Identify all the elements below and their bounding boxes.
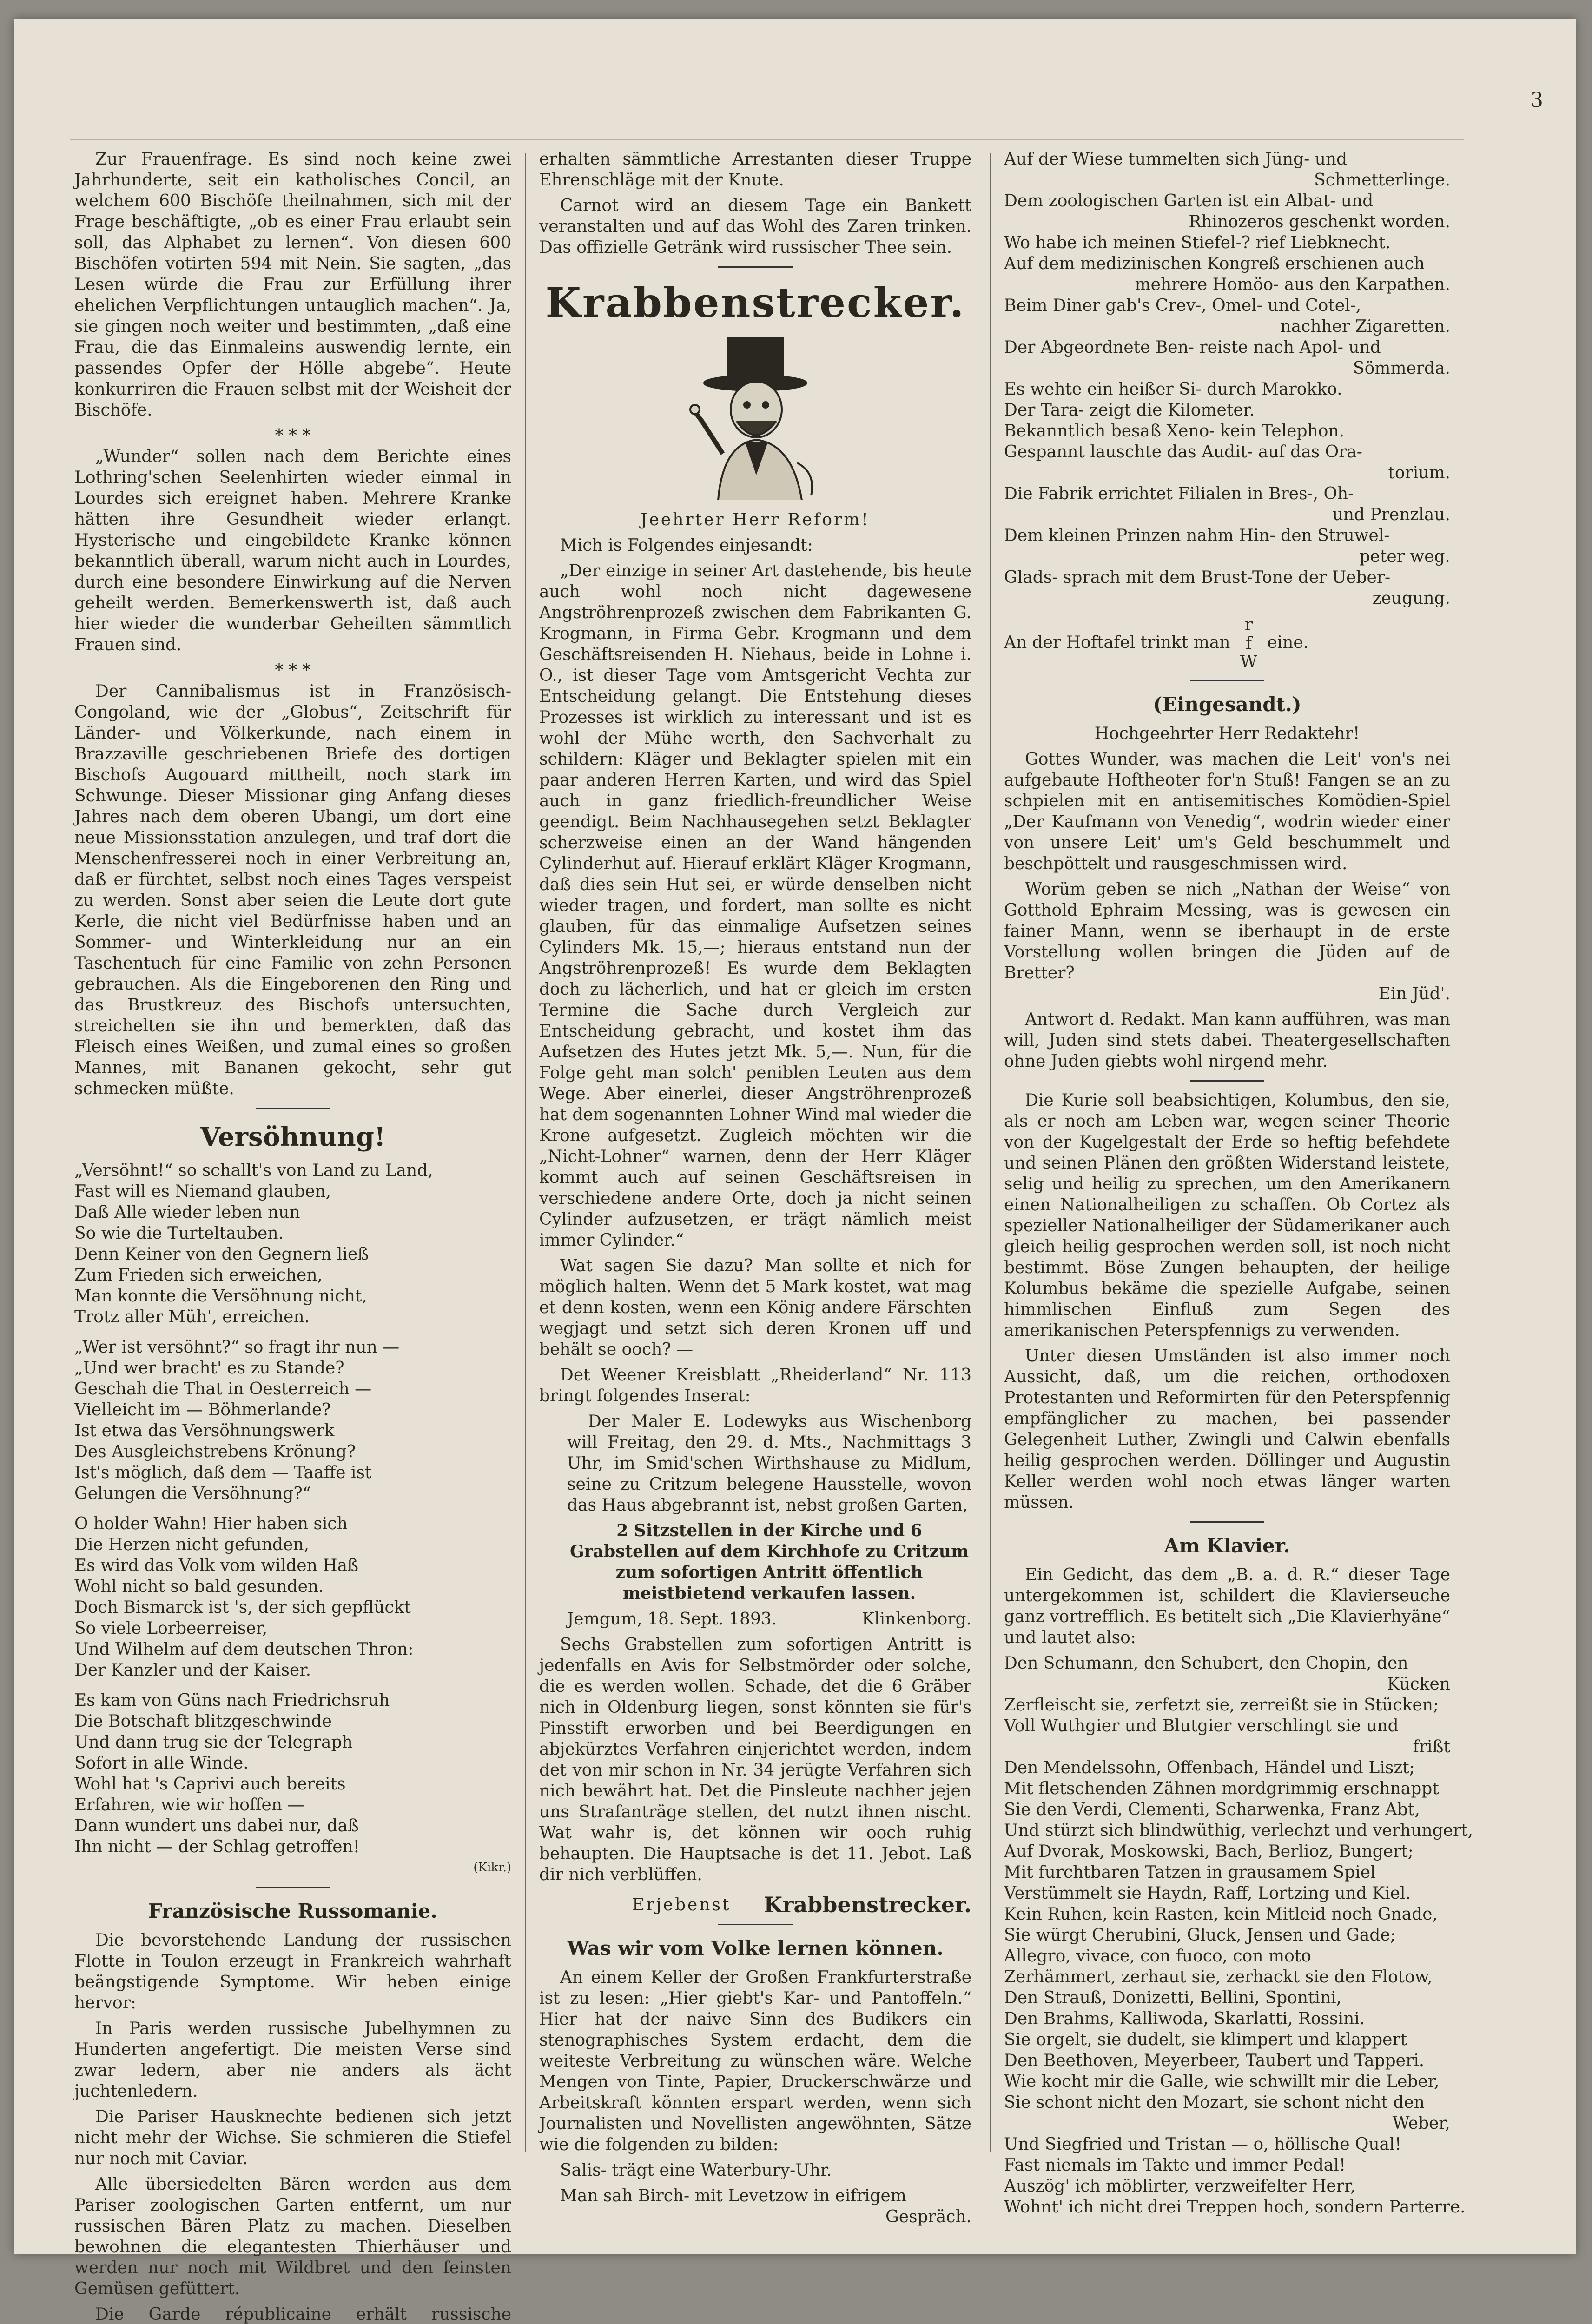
signature: Krabbenstrecker. [764, 1892, 971, 1917]
hoftafel-text: An der Hoftafel trinkt man [1004, 633, 1230, 652]
closing-word: Erjebenst [632, 1895, 731, 1915]
inserat-date: Jemgum, 18. Sept. 1893. [567, 1610, 777, 1629]
line: Voll Wuthgier und Blutgier verschlingt sie und [1004, 1717, 1399, 1736]
divider [256, 1108, 330, 1109]
poem-line: Sofort in alle Winde. [74, 1754, 249, 1773]
paragraph: An einem Keller der Großen Frankfurterstraße ist zu lesen: „Hier giebt's Kar- und Pantoffeln.“ Hier hat der naive Sinn des Budikers ein stenographisches System erdacht, dem die weiteste Verbreitung zu wünschen wäre. Welche Mengen von Tinte, Papier, Druckerschwärze und Arbeitskraft könnten erspart werden, wenn sich Journalisten und Novellisten angewöhnten, Sätze wie die folgenden zu bilden: [539, 1968, 971, 2154]
hoftafel-line [1004, 616, 1450, 672]
line: Auf der Wiese tummelten sich Jüng- und [1004, 150, 1348, 169]
poem-line: Die Botschaft blitzgeschwinde [74, 1712, 332, 1731]
line: Zerfleischt sie, zerfetzt sie, zerreißt sie in Stücken; [1004, 1696, 1439, 1715]
divider [1190, 680, 1264, 681]
line-continuation: Schmetterlinge. [1314, 171, 1450, 190]
column-divider-1 [525, 153, 526, 2152]
line-continuation: Weber, [1392, 2114, 1450, 2133]
line: Dem kleinen Prinzen nahm Hin- den Struwel- [1004, 526, 1390, 545]
heading-versoehnung: Versöhnung! [200, 1122, 386, 1152]
heading-volk: Was wir vom Volke lernen können. [567, 1937, 944, 1960]
line: Den Beethoven, Meyerbeer, Taubert und Tapperi. [1004, 2051, 1425, 2070]
line: Wohnt' ich nicht drei Treppen hoch, sondern Parterre. [1004, 2198, 1466, 2217]
column-1 [74, 149, 511, 2324]
divider [1190, 1080, 1264, 1082]
line-continuation: peter weg. [1359, 547, 1450, 566]
line: Den Brahms, Kalliwoda, Skarlatti, Rossini. [1004, 2009, 1365, 2028]
divider [718, 266, 793, 268]
newspaper-page [14, 19, 1576, 2324]
poem-line: Der Kanzler und der Kaiser. [74, 1661, 311, 1680]
line: Kein Ruhen, kein Rasten, kein Mitleid noch Gnade, [1004, 1905, 1438, 1924]
poem-line: „Versöhnt!“ so schallt's von Land zu Land, [74, 1161, 433, 1180]
line: Der Abgeordnete Ben- reiste nach Apol- und [1004, 338, 1381, 357]
line: Allegro, vivace, con fuoco, con moto [1004, 1947, 1311, 1966]
paragraph: Die Kurie soll beabsichtigen, Kolumbus, den sie, als er noch am Leben war, wegen seiner Theorie von der Kugelgestalt der Erde so heftig befehdete und seinen Plänen den größten Widerstand leistete, selig und heilig zu sprechen, um den Amerikanern einen Nationalheiligen zu schaffen. Ob Cortez als spezieller Nationalheiliger der Südamerikaner auch gleich heilig gesprochen werden soll, ist noch nicht bestimmt. Böse Zungen behaupten, der heilige Kolumbus bekäme die spezielle Aufgabe, seinen himmlischen Einfluß zum Segen des amerikanischen Peterspfennigs zu verwenden. [1004, 1091, 1450, 1340]
line: Sie schont nicht den Mozart, sie schont nicht den [1004, 2093, 1425, 2112]
paragraph: Carnot wird an diesem Tage ein Bankett veranstalten und auf das Wohl des Zaren trinken. Das offizielle Getränk wird russischer Thee sein. [539, 196, 971, 257]
poem-line [74, 1681, 511, 1690]
line: Glads- sprach mit dem Brust-Tone der Ueber- [1004, 568, 1391, 587]
hoftafel-text-end: eine. [1267, 633, 1309, 652]
article-frauenfrage: Zur Frauenfrage. Es sind noch keine zwei Jahrhunderte, seit ein katholisches Concil, an welchem 600 Bischöfe theilnahmen, sich mit der Frage beschäftigte, „ob es einer Frau erlaubt sein soll, das Alphabet zu lernen“. Von diesen 600 Bischöfen votirten 594 mit Nein. Sie sagten, „das Lesen würde die Frau zur Erfüllung ihrer ehelichen Verpflichtungen untauglich machen“. Ja, sie gingen noch weiter und bestimmten, „daß eine Frau, die das Einmaleins auswendig lernte, ein passendes Opfer der Hölle abgebe“. Heute konkurriren die Frauen selbst mit der Weisheit der Bischöfe. [74, 150, 511, 420]
letter-greeting: Jeehrter Herr Reform! [641, 510, 870, 529]
line: Den Mendelssohn, Offenbach, Händel und Liszt; [1004, 1758, 1415, 1777]
poem-line [74, 1504, 511, 1513]
line: Sie würgt Cherubini, Gluck, Jensen und Gade; [1004, 1926, 1396, 1945]
article-cannibalismus: Der Cannibalismus ist in Französisch-Congoland, wie der „Globus“, Zeitschrift für Länder- und Völkerkunde, nach einem in Brazzaville geschriebenen Briefe des dortigen Bischofs Augouard mittheilt, noch stark im Schwunge. Dieser Missionar ging Anfang dieses Jahres nach dem oberen Ubangi, um dort eine neue Missionsstation anzulegen, und traf dort die Menschenfresserei noch in einer Verbreitung an, daß er fürchtet, selbst noch eines Tages verspeist zu werden. Sonst aber seien die Leute dort gute Kerle, die nicht viel Bedürfnisse haben und an Sommer- und Winterkleidung nur an ein Taschentuch für eine Familie von zehn Personen gebrauchen. Als die Eingeborenen den Ring und das Brustkreuz des Bischofs untersuchten, streichelten sie ihn und bemerkten, daß das Fleisch eines Weißen, und zumal eines so großen Mannes, mit Bananen gekocht, sehr gut schmecken müßte. [74, 682, 511, 1098]
letter: W [1240, 653, 1257, 672]
eingesandt-signature: Ein Jüd'. [1378, 984, 1450, 1004]
poem-line: Die Herzen nicht gefunden, [74, 1535, 309, 1554]
inserat-text: Der Maler E. Lodewyks aus Wischenborg will Freitag, den 29. d. Mts., Nachmittags 3 Uhr, im Smid'schen Wirthshause zu Midlum, seine zu Critzum belegene Hausstelle, wovon das Haus abgebrannt ist, nebst großen Garten, [567, 1412, 971, 1515]
paragraph: erhalten sämmtliche Arrestanten dieser Truppe Ehrenschläge mit der Knute. [539, 150, 971, 190]
poem-line: Ihn nicht — der Schlag getroffen! [74, 1837, 360, 1856]
line: Der Tara- zeigt die Kilometer. [1004, 401, 1255, 420]
line: Verstümmelt sie Haydn, Raff, Lortzing und Kiel. [1004, 1884, 1411, 1903]
poem-line: O holder Wahn! Hier haben sich [74, 1514, 348, 1533]
poem-line: Es wird das Volk vom wilden Haß [74, 1556, 359, 1575]
example-line: Man sah Birch- mit Levetzow in eifrigem [560, 2186, 906, 2205]
poem-line: Trotz aller Müh', erreichen. [74, 1307, 310, 1327]
poem-line: Geschah die That in Oesterreich — [74, 1380, 372, 1399]
line: Bekanntlich besaß Xeno- kein Telephon. [1004, 422, 1345, 441]
poem-line: Erfahren, wie wir hoffen — [74, 1796, 304, 1815]
line-continuation: nachher Zigaretten. [1280, 317, 1450, 336]
paragraph: Det Weener Kreisblatt „Rheiderland“ Nr. 113 bringt folgendes Inserat: [539, 1366, 971, 1406]
editor-answer: Antwort d. Redakt. Man kann aufführen, was man will, Juden sind stets dabei. Theatergesellschaften ohne Juden giebts wohl nirgend mehr. [1004, 1010, 1450, 1071]
poem-line: Ist's möglich, daß dem — Taaffe ist [74, 1463, 372, 1482]
poem-line: Zum Frieden sich erweichen, [74, 1266, 323, 1285]
hoftafel-letters [1240, 616, 1257, 672]
poem-line: Dann wundert uns dabei nur, daß [74, 1816, 359, 1835]
column-2 [539, 149, 971, 2232]
poem-line: Und Wilhelm auf dem deutschen Thron: [74, 1640, 414, 1659]
line-continuation: und Prenzlau. [1332, 505, 1450, 524]
paragraph: Worüm geben se nich „Nathan der Weise“ von Gotthold Ephraim Messing, was is gewesen ein fainer Mann, wenn se iberhaupt in de erste Vorstellung wollen bringen die Jüden auf de Bretter? [1004, 880, 1450, 983]
top-rule [70, 139, 1464, 140]
line: Sie orgelt, sie dudelt, sie klimpert und klappert [1004, 2030, 1407, 2049]
line: Wo habe ich meinen Stiefel-? rief Liebknecht. [1004, 233, 1391, 252]
example-line: Salis- trägt eine Waterbury-Uhr. [560, 2161, 832, 2180]
poem-klavier [1004, 1653, 1473, 2218]
inserat-footer [567, 1609, 971, 1630]
poem-signature: (Kikr.) [473, 1861, 511, 1875]
paragraph: Gottes Wunder, was machen die Leit' von's nei aufgebaute Hoftheoter for'n Stuß! Fangen se an zu schpielen mit en antisemitisches Komödien-Spiel „Der Kaufmann von Venedig“, wodrin wieder einer von unsere Leit' um's Geld beschummelt und beschpöttelt und rausgeschmissen wird. [1004, 750, 1450, 873]
letter-opening: Mich is Folgendes einjesandt: [560, 536, 813, 555]
line-continuation: Sömmerda. [1353, 359, 1450, 378]
divider [1190, 1521, 1264, 1523]
paragraph: Ein Gedicht, das dem „B. a. d. R.“ dieser Tage untergekommen ist, schildert die Klavierseuche ganz vortrefflich. Es betitelt sich „Die Klavierhyäne“ und lautet also: [1004, 1565, 1450, 1647]
line-continuation: Rhinozeros geschenkt worden. [1189, 212, 1450, 231]
line-continuation: Kücken [1387, 1675, 1450, 1694]
line: Die Fabrik errichtet Filialen in Bres-, Oh- [1004, 484, 1354, 503]
poem-line: Vielleicht im — Böhmerlande? [74, 1400, 331, 1419]
page-number: 3 [1530, 88, 1543, 112]
line-continuation: torium. [1388, 463, 1450, 482]
line: Mit furchtbaren Tatzen in grausamem Spiel [1004, 1863, 1376, 1882]
eingesandt-greeting: Hochgeehrter Herr Redaktehr! [1094, 724, 1360, 743]
poem-line: Wohl nicht so bald gesunden. [74, 1577, 324, 1596]
poem-line: Man konnte die Versöhnung nicht, [74, 1287, 367, 1306]
paragraph: „Der einzige in seiner Art dastehende, bis heute auch wohl noch nicht dagewesene Angströhrenprozeß zwischen dem Fabrikanten G. Krogmann, in Firma Gebr. Krogmann und dem Geschäftsreisenden H. Niehaus, beide in Lohne i. O., ist dieser Tage vom Amtsgericht Vechta zur Entscheidung gelangt. Die Entstehung dieses Prozesses ist wirklich zu interessant und ist es wohl der Mühe werth, den Sachverhalt zu schildern: Kläger und Beklagter spielen mit ein paar anderen Herren Karten, und wird das Spiel auch in ganz friedlich-freundlicher Weise geendigt. Beim Nachhausegehen setzt Beklagter scherzweise einen an der Wand hängenden Cylinderhut auf. Hierauf erklärt Kläger Krogmann, daß dies sein Hut sei, er würde denselben nicht wieder tragen, und fordert, man sollte es nicht glauben, für das einmalige Aufsetzen seines Cylinders Mk. 15,—; hieraus entstand nun der Angströhrenprozeß! Es wurde dem Beklagten doch zu lächerlich, und hat er gleich im ersten Termine die Sache durch Vergleich zur Entscheidung gebracht, und kostet ihm das Aufsetzen des Hutes jetzt Mk. 5,—. Nun, für die Folge geht man solch' peniblen Leuten aus dem Wege. Aber einerlei, dieser Angströhrenprozeß hat dem sogenannten Lohner Wind mal wieder die Krone aufgesetzt. Zugleich möchten wir die „Nicht-Lohner“ warnen, denn der Herr Kläger kommt auch auf seinen Geschäftsreisen in verschiedene andere Orte, doch ja nicht seinen Cylinder aufzusetzen, er trägt nämlich meist immer Cylinder.“ [539, 561, 971, 1250]
inserat [567, 1411, 971, 1630]
word-puzzle-lines [1004, 149, 1450, 609]
paragraph: Wat sagen Sie dazu? Man sollte et nich for möglich halten. Wenn det 5 Mark kostet, wat mag et denn kosten, wenn een König andere Färschten wegjagt und setzt sich deren Kronen uff und behält se ooch? — [539, 1256, 971, 1359]
heading-klavier: Am Klavier. [1164, 1534, 1290, 1557]
paragraph: Sechs Grabstellen zum sofortigen Antritt is jedenfalls en Avis for Selbstmörder oder solche, die es werden wollen. Schade, det die 6 Gräber nich in Oldenburg liegen, sonst könnten sie für's Pinsstift erworben und bei Beerdigungen en abjekürztes Verfahren einjerichtet werden, indem det von mir schon in Nr. 34 jerügte Verfahren sich nich bewährt hat. Det die Pinsleute nachher jejen uns Strafanträge stellen, det nutzt ihnen nischt. Wat wahr is, det können wir ooch ruhig behaupten. Die Hauptsache is det 11. Jebot. Laß dir nich verblüffen. [539, 1635, 971, 1884]
paragraph: Unter diesen Umständen ist also immer noch Aussicht, daß, um die reichen, orthodoxen Protestanten und Reformirten für den Peterspfennig empfänglicher zu machen, bei passender Gelegenheit Luther, Zwingli und Calwin ebenfalls heilig gesprochen werden. Döllinger und Augustin Keller werden wohl noch etwas länger warten müssen. [1004, 1347, 1450, 1512]
heading-krabbenstrecker: Krabbenstrecker. [545, 278, 965, 327]
closing [539, 1892, 971, 1917]
poem-line [74, 1327, 511, 1337]
line: Es wehte ein heißer Si- durch Marokko. [1004, 380, 1342, 399]
line: Gespannt lauschte das Audit- auf das Ora- [1004, 442, 1362, 462]
line: Und stürzt sich blindwüthig, verlechzt und verhungert, [1004, 1821, 1473, 1840]
line-continuation: frißt [1413, 1737, 1450, 1756]
poem-line: Daß Alle wieder leben nun [74, 1203, 300, 1222]
separator-stars: * * * [275, 426, 311, 445]
paragraph: In Paris werden russische Jubelhymnen zu Hunderten angefertigt. Die meisten Verse sind zwar ledern, aber nie anders als ächt juchtenledern. [74, 2019, 511, 2101]
divider [718, 1924, 793, 1925]
article-wunder: „Wunder“ sollen nach dem Berichte eines Lothring'schen Seelenhirten wieder einmal in Lourdes sich ereignet haben. Mehrere Kranke hätten ihre Gesundheit wieder erlangt. Hysterische und eingebildete Kranke können bekanntlich überall, warum nicht auch in Lourdes, durch eine besondere Einwirkung auf die Nerven geheilt werden. Bemerkenswerth ist, daß auch hier wieder die wunderbar Geheilten sämmtlich Frauen sind. [74, 447, 511, 654]
heading-eingesandt: (Eingesandt.) [1153, 693, 1301, 716]
line: Fast niemals im Takte und immer Pedal! [1004, 2156, 1346, 2175]
letter: f [1245, 634, 1252, 653]
line: Den Strauß, Donizetti, Bellini, Spontini, [1004, 1988, 1342, 2007]
paragraph: Die Pariser Hausknechte bedienen sich jetzt nicht mehr der Wichse. Sie schmieren die Stiefel nur noch mit Caviar. [74, 2107, 511, 2168]
divider [256, 1887, 330, 1888]
line: Auf Dvorak, Moskowski, Bach, Berlioz, Bungert; [1004, 1842, 1414, 1861]
line: Dem zoologischen Garten ist ein Albat- und [1004, 191, 1374, 211]
line-continuation: zeugung. [1372, 589, 1450, 608]
poem-line: So wie die Turteltauben. [74, 1224, 284, 1243]
poem-line: Ist etwa das Versöhnungswerk [74, 1421, 335, 1440]
poem-line: „Wer ist versöhnt?“ so fragt ihr nun — [74, 1338, 400, 1357]
poem-line: Doch Bismarck ist 's, der sich gepflückt [74, 1598, 411, 1617]
line: Auszög' ich möblirter, verzweifelter Herr, [1004, 2177, 1356, 2196]
heading-russomanie: Französische Russomanie. [148, 1900, 437, 1922]
letter: r [1244, 615, 1253, 634]
line: Beim Diner gab's Crev-, Omel- und Cotel-, [1004, 296, 1361, 315]
inserat-name: Klinkenborg. [862, 1610, 971, 1629]
poem-line: So viele Lorbeerreiser, [74, 1619, 268, 1638]
poem-line: Und dann trug sie der Telegraph [74, 1733, 353, 1752]
line: Den Schumann, den Schubert, den Chopin, den [1004, 1654, 1408, 1673]
paragraph: Die Garde républicaine erhält russische [95, 2305, 511, 2324]
paragraph: Die bevorstehende Landung der russischen Flotte in Toulon erzeugt in Frankreich wahrhaft beängstigende Symptome. Wir heben einige hervor: [74, 1931, 511, 2013]
example-line: Gespräch. [885, 2207, 971, 2226]
poem-line: Gelungen die Versöhnung?“ [74, 1484, 311, 1503]
paragraph: Alle übersiedelten Bären werden aus dem Pariser zoologischen Garten entfernt, um nur russischen Bären Platz zu machen. Dieselben bewohnen die elegantesten Thierhäuser und werden nur noch mit Wildbret und den feinsten Gemüsen gefüttert. [74, 2175, 511, 2298]
line: Mit fletschenden Zähnen mordgrimmig erschnappt [1004, 1779, 1439, 1798]
line-continuation: mehrere Homöo- aus den Karpathen. [1135, 275, 1450, 294]
poem-line: Des Ausgleichstrebens Krönung? [74, 1442, 356, 1461]
poem-versoehnung [74, 1160, 511, 1857]
column-3 [1004, 149, 1473, 2218]
line: Und Siegfried und Tristan — o, höllische Qual! [1004, 2135, 1402, 2154]
poem-line: Denn Keiner von den Gegnern ließ [74, 1245, 369, 1264]
line: Wie kocht mir die Galle, wie schwillt mir die Leber, [1004, 2072, 1440, 2091]
poem-line: Wohl hat 's Caprivi auch bereits [74, 1775, 346, 1794]
inserat-bold: 2 Sitzstellen in der Kirche und 6 Grabstellen auf dem Kirchhofe zu Critzum zum sofortigen Antritt öffentlich meistbietend verkaufen lassen. [569, 1521, 969, 1603]
line: Zerhämmert, zerhaut sie, zerhackt sie den Flotow, [1004, 1967, 1433, 1987]
line: Auf dem medizinischen Kongreß erschienen auch [1004, 254, 1425, 273]
poem-line: Es kam von Güns nach Friedrichsruh [74, 1691, 390, 1710]
poem-line: „Und wer bracht' es zu Stande? [74, 1359, 344, 1378]
poem-line: Fast will es Niemand glauben, [74, 1182, 331, 1201]
separator-stars: * * * [275, 661, 311, 680]
column-divider-2 [990, 153, 991, 2152]
caricature-illustration [658, 333, 853, 500]
line: Sie den Verdi, Clementi, Scharwenka, Franz Abt, [1004, 1800, 1420, 1819]
